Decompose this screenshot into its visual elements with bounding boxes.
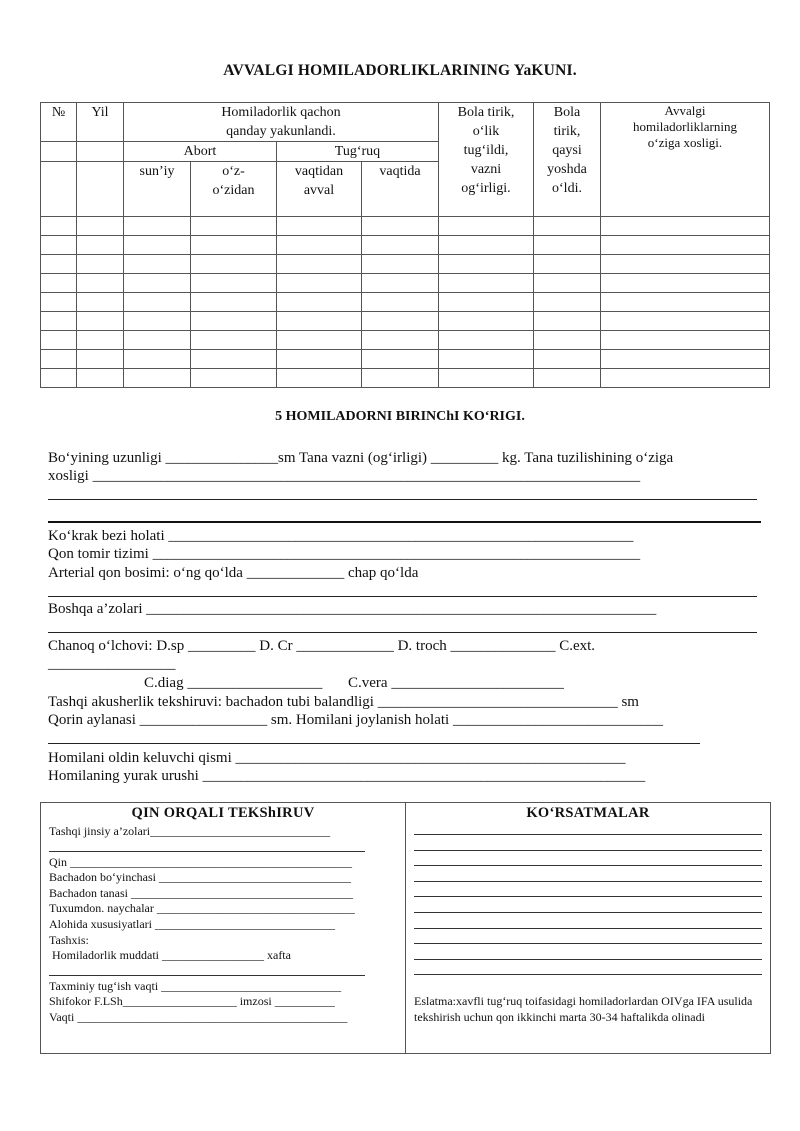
table-cell[interactable] [124,217,191,236]
table-cell[interactable] [41,369,77,388]
note-text: Eslatma:xavfli tug‘ruq toifasidagi homiladorlardan OIVga IFA usulida tekshirish uchun qon ikkinchi marta 30-34 haftalikda olinadi [414,994,753,1024]
external-genitalia-line[interactable]: Tashqi jinsiy a’zolari______________________________ [49,824,331,838]
table-cell[interactable] [191,217,277,236]
header-birth: Tug‘ruq [277,142,439,162]
table-cell[interactable] [601,217,770,236]
table-cell[interactable] [534,236,601,255]
diagnosis-label: Tashxis: [49,933,89,947]
table-cell[interactable] [124,236,191,255]
cvera-line[interactable]: C.vera _______________________ [348,675,564,691]
table-cell[interactable] [41,312,77,331]
blank-line[interactable] [414,912,762,913]
table-cell[interactable] [124,331,191,350]
table-cell[interactable] [534,312,601,331]
table-cell[interactable] [277,236,362,255]
blank-line[interactable] [414,928,762,929]
header-preterm-line2: avval [303,183,335,198]
table-row [41,217,770,236]
table-cell[interactable] [439,255,534,274]
uterus-line[interactable]: Bachadon tanasi _____________________________________ [49,886,353,900]
table-cell[interactable] [601,331,770,350]
table-cell[interactable] [191,350,277,369]
table-cell[interactable] [277,293,362,312]
table-cell[interactable] [439,331,534,350]
header-child-alive-line3: tug‘ildi, [463,143,509,158]
table-cell[interactable] [124,274,191,293]
blank-line[interactable] [414,974,762,975]
table-cell[interactable] [41,217,77,236]
header-spontaneous-line2: o‘zidan [212,183,255,198]
header-spontaneous-line1: o‘z- [222,164,245,179]
page-title: AVVALGI HOMILADORLIKLARINING YaKUNI. [223,62,577,79]
heartbeat-line[interactable]: Homilaning yurak urushi ___________________________________________________________ [48,768,646,784]
blank-line[interactable] [48,499,757,500]
table-cell[interactable] [124,350,191,369]
table-cell[interactable] [77,293,124,312]
blank-line[interactable] [414,943,762,944]
blank-line[interactable] [414,896,762,897]
table-cell[interactable] [439,312,534,331]
table-cell[interactable] [277,217,362,236]
table-cell[interactable] [124,293,191,312]
due-date-line[interactable]: Taxminiy tug‘ish vaqti ______________________________ [49,979,342,993]
header-features [601,103,770,217]
table-cell[interactable] [124,369,191,388]
table-cell[interactable] [191,274,277,293]
table-row [41,236,770,255]
table-row [41,255,770,274]
indications-title: KO‘RSATMALAR [526,805,650,821]
header-child-died-line2: tirik, [553,124,581,139]
header-number: № [41,103,77,142]
table-cell[interactable] [362,369,439,388]
other-organs-line[interactable]: Boshqa a’zolari ____________________________________________________________________ [48,601,657,617]
header-child-alive-line2: o‘lik [472,124,500,139]
table-cell[interactable] [601,350,770,369]
blank-line[interactable] [414,959,762,960]
table-row [41,293,770,312]
pelvis-line[interactable]: Chanoq o‘lchovi: D.sp _________ D. Cr _____________ D. troch ______________ C.ext. [48,638,596,654]
table-cell[interactable] [534,369,601,388]
table-cell[interactable] [362,217,439,236]
table-cell[interactable] [277,331,362,350]
table-cell[interactable] [77,369,124,388]
table-row [41,350,770,369]
header-outcome-line1: Homiladorlik qachon [221,105,341,120]
table-cell[interactable] [124,312,191,331]
cervix-line[interactable]: Bachadon bo‘yinchasi ________________________________ [49,870,351,884]
body-build-line[interactable]: xosligi _________________________________________________________________________ [48,468,641,484]
table-cell[interactable] [439,274,534,293]
table-row [41,331,770,350]
tubes-line[interactable]: Tuxumdon. naychalar _________________________________ [49,901,355,915]
table-cell[interactable] [601,293,770,312]
presenting-part-line[interactable]: Homilani oldin keluvchi qismi ____________________________________________________ [48,750,626,766]
header-child-died-line4: yoshda [547,162,587,177]
blood-pressure-line[interactable]: Arterial qon bosimi: o‘ng qo‘lda _____________ chap qo‘lda [48,565,419,581]
table-cell[interactable] [362,350,439,369]
blank-line[interactable] [49,975,365,976]
table-cell[interactable] [191,331,277,350]
table-cell[interactable] [191,312,277,331]
table-cell[interactable] [191,293,277,312]
table-cell[interactable] [41,331,77,350]
header-features-line3: o‘ziga xosligi. [647,135,723,150]
doctor-signature-line[interactable]: Shifokor F.LSh___________________ imzosi __________ [49,994,335,1008]
blank-line[interactable] [414,834,762,835]
table-cell[interactable] [77,331,124,350]
abdomen-line[interactable]: Qorin aylanasi _________________ sm. Homilani joylanish holati ____________________________ [48,712,663,728]
table-cell[interactable] [439,350,534,369]
vagina-line[interactable]: Qin _______________________________________________ [49,855,352,869]
table-cell[interactable] [41,255,77,274]
table-row [41,312,770,331]
table-cell[interactable] [601,369,770,388]
table-cell[interactable] [362,274,439,293]
obstetric-line[interactable]: Tashqi akusherlik tekshiruvi: bachadon tubi balandligi ________________________________ sm [48,694,639,710]
blank-line[interactable] [49,851,365,852]
table-cell[interactable] [277,369,362,388]
header-preterm [277,162,362,217]
header-features-line1: Avvalgi [664,103,706,118]
table-cell[interactable] [534,217,601,236]
table-cell[interactable] [439,217,534,236]
header-artificial: sun’iy [124,162,191,217]
indications-box [405,802,771,1054]
table-cell[interactable] [439,236,534,255]
table-cell[interactable] [534,293,601,312]
pelvis-ext-line[interactable]: _________________ [48,656,176,672]
header-term: vaqtida [362,162,439,217]
table-cell[interactable] [534,274,601,293]
table-cell[interactable] [601,255,770,274]
table-cell[interactable] [77,236,124,255]
height-weight-line[interactable]: Bo‘yining uzunligi _______________sm Tana vazni (og‘irligi) _________ kg. Tana tuzilishining o‘ziga [48,450,674,466]
blank-line[interactable] [414,881,762,882]
table-cell[interactable] [41,236,77,255]
table-cell[interactable] [191,236,277,255]
header-child-died-line1: Bola [553,105,581,120]
blank-line[interactable] [48,596,757,597]
header-abort: Abort [124,142,277,162]
table-cell[interactable] [41,293,77,312]
table-cell[interactable] [41,350,77,369]
table-cell[interactable] [601,312,770,331]
table-cell[interactable] [191,255,277,274]
table-cell[interactable] [277,350,362,369]
table-cell[interactable] [277,312,362,331]
table-cell[interactable] [124,255,191,274]
header-child-alive-line1: Bola tirik, [457,105,515,120]
blank-line[interactable] [48,743,700,744]
header-cell [41,142,77,162]
header-features-line2: homiladorliklarning [633,119,737,134]
header-outcome [124,103,439,142]
blank-line[interactable] [48,521,761,523]
header-child-alive-line5: og‘irligi. [461,181,511,196]
blank-line[interactable] [414,850,762,851]
header-preterm-line1: vaqtidan [294,164,344,179]
table-cell[interactable] [601,236,770,255]
table-row [41,274,770,293]
vaginal-exam-title: QIN ORQALI TEKShIRUV [131,805,315,821]
header-child-died [534,103,601,217]
table-cell[interactable] [601,274,770,293]
blank-line[interactable] [48,632,757,633]
table-body [41,217,770,388]
table-cell[interactable] [41,274,77,293]
table-cell[interactable] [77,350,124,369]
table-cell[interactable] [362,236,439,255]
table-cell[interactable] [77,274,124,293]
table-cell[interactable] [77,255,124,274]
breast-line[interactable]: Ko‘krak bezi holati ______________________________________________________________ [48,528,634,544]
special-features-line[interactable]: Alohida xususiyatlari ______________________________ [49,917,335,931]
header-spontaneous [191,162,277,217]
table-cell[interactable] [77,312,124,331]
table-cell[interactable] [534,255,601,274]
header-year: Yil [77,103,124,142]
header-child-alive-line4: vazni [470,162,502,177]
table-cell[interactable] [534,350,601,369]
section-title: 5 HOMILADORNI BIRINChI KO‘RIGI. [275,409,525,424]
table-cell[interactable] [534,331,601,350]
header-child-died-line3: qaysi [552,143,582,158]
header-outcome-line2: qanday yakunlandi. [226,124,336,139]
header-cell [77,162,124,217]
cdiag-line[interactable]: C.diag __________________ [144,675,323,691]
header-cell [77,142,124,162]
table-cell[interactable] [191,369,277,388]
table-cell[interactable] [277,255,362,274]
header-child-alive [439,103,534,217]
table-cell[interactable] [362,331,439,350]
table-cell[interactable] [439,293,534,312]
table-cell[interactable] [362,293,439,312]
table-row [41,369,770,388]
table-cell[interactable] [362,255,439,274]
table-cell[interactable] [277,274,362,293]
gestation-term-line[interactable]: Homiladorlik muddati _________________ xafta [52,948,291,962]
time-line[interactable]: Vaqti _____________________________________________ [49,1010,348,1024]
blank-line[interactable] [414,865,762,866]
header-cell [41,162,77,217]
table-cell[interactable] [77,217,124,236]
previous-pregnancies-table [40,102,770,388]
table-cell[interactable] [362,312,439,331]
table-cell[interactable] [439,369,534,388]
vaginal-exam-box [40,802,405,1054]
vascular-line[interactable]: Qon tomir tizimi _________________________________________________________________ [48,546,641,562]
header-child-died-line5: o‘ldi. [552,181,582,196]
